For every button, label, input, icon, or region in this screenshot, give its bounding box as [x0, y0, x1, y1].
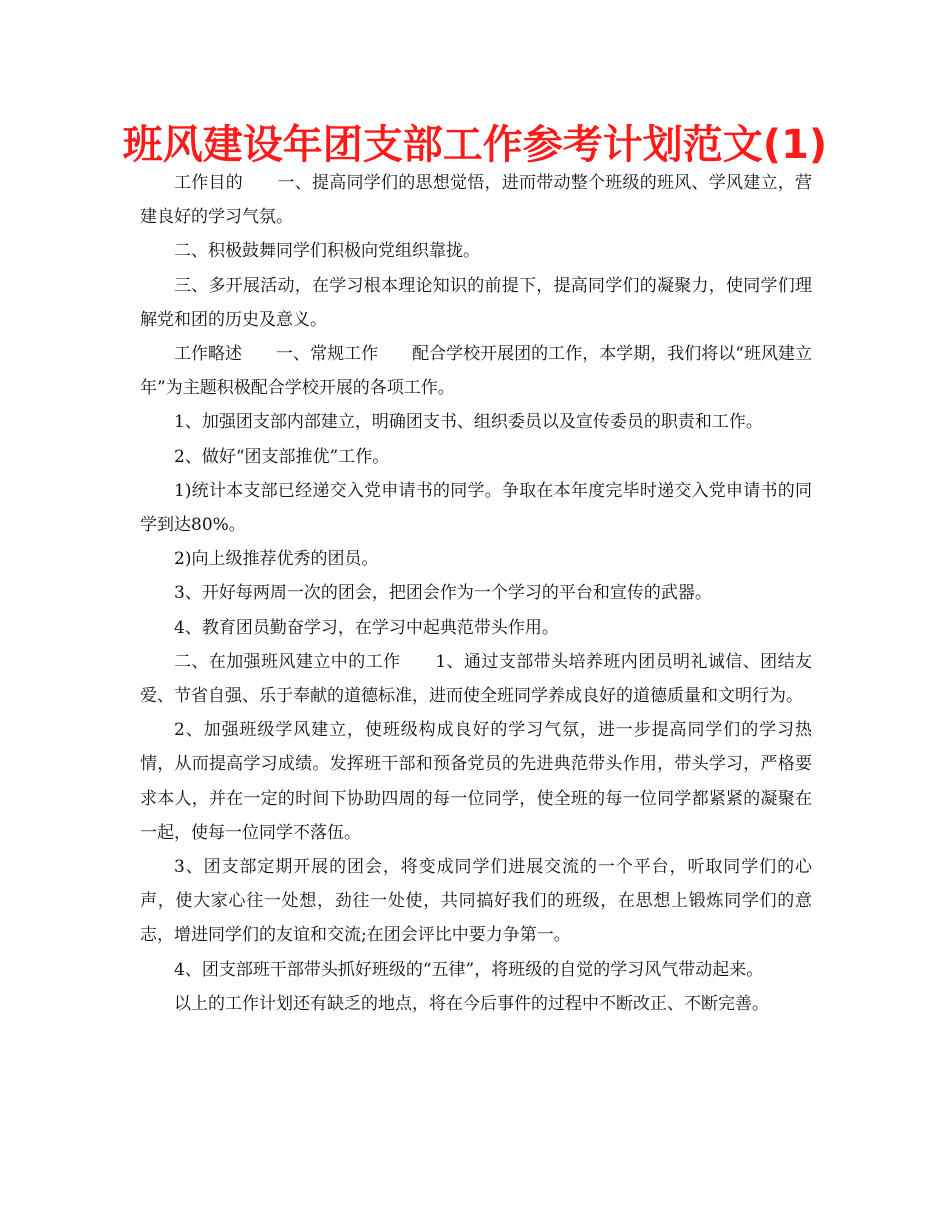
- paragraph-item-1: 1、加强团支部内部建立，明确团支书、组织委员以及宣传委员的职责和工作。: [174, 412, 763, 433]
- paragraph-item-2-1: 1)统计本支部已经递交入党申请书的同学。争取在本年度完毕时递交入党申请书的同学到达80%。: [140, 480, 812, 536]
- paragraph-activities: 三、多开展活动，在学习根本理论知识的前提下，提高同学们的凝聚力，使同学们理解党和团的历史及意义。: [140, 275, 812, 330]
- document-title: 班风建设年团支部工作参考计划范文(1): [122, 122, 828, 168]
- paragraph-class-style-4: 4、团支部班干部带头抓好班级的“五律”，将班级的自觉的学习风气带动起来。: [174, 959, 764, 980]
- paragraph-class-style-1: 二、在加强班风建立中的工作 1、通过支部带头培养班内团员明礼诚信、团结友爱、节省自强、乐于奉献的道德标准，进而使全班同学养成良好的道德质量和文明行为。: [140, 651, 812, 707]
- document-body: [140, 166, 812, 1021]
- paragraph-class-style-3: 3、团支部定期开展的团会，将变成同学们进展交流的一个平台，听取同学们的心声，使大家心往一处想，劲往一处使，共同搞好我们的班级，在思想上锻炼同学们的意志，增进同学们的友谊和交流;在团会评比中要力争第一。: [140, 857, 812, 946]
- paragraph-item-4: 4、教育团员勤奋学习，在学习中起典范带头作用。: [174, 617, 559, 638]
- paragraph-item-3: 3、开好每两周一次的团会，把团会作为一个学习的平台和宣传的武器。: [174, 583, 712, 604]
- paragraph-item-2-2: 2)向上级推荐优秀的团员。: [174, 549, 379, 570]
- paragraph-work-summary: 工作略述 一、常规工作 配合学校开展团的工作，本学期，我们将以“班风建立年”为主题积极配合学校开展的各项工作。: [140, 344, 812, 399]
- paragraph-item-2: 2、做好“团支部推优”工作。: [174, 446, 390, 467]
- paragraph-goals: 工作目的 一、提高同学们的思想觉悟，进而带动整个班级的班风、学风建立，营建良好的学习气氛。: [140, 173, 812, 228]
- paragraph-closing: 以上的工作计划还有缺乏的地点，将在今后事件的过程中不断改正、不断完善。: [174, 993, 769, 1014]
- paragraph-class-style-2: 2、加强班级学风建立，使班级构成良好的学习气氛，进一步提高同学们的学习热情，从而提高学习成绩。发挥班干部和预备党员的先进典范带头作用，带头学习，严格要求本人，并在一定的时间下协助四周的每一位同学，使全班的每一位同学都紧紧的凝聚在一起，使每一位同学不落伍。: [140, 720, 812, 843]
- paragraph-party: 二、积极鼓舞同学们积极向党组织靠拢。: [174, 241, 480, 262]
